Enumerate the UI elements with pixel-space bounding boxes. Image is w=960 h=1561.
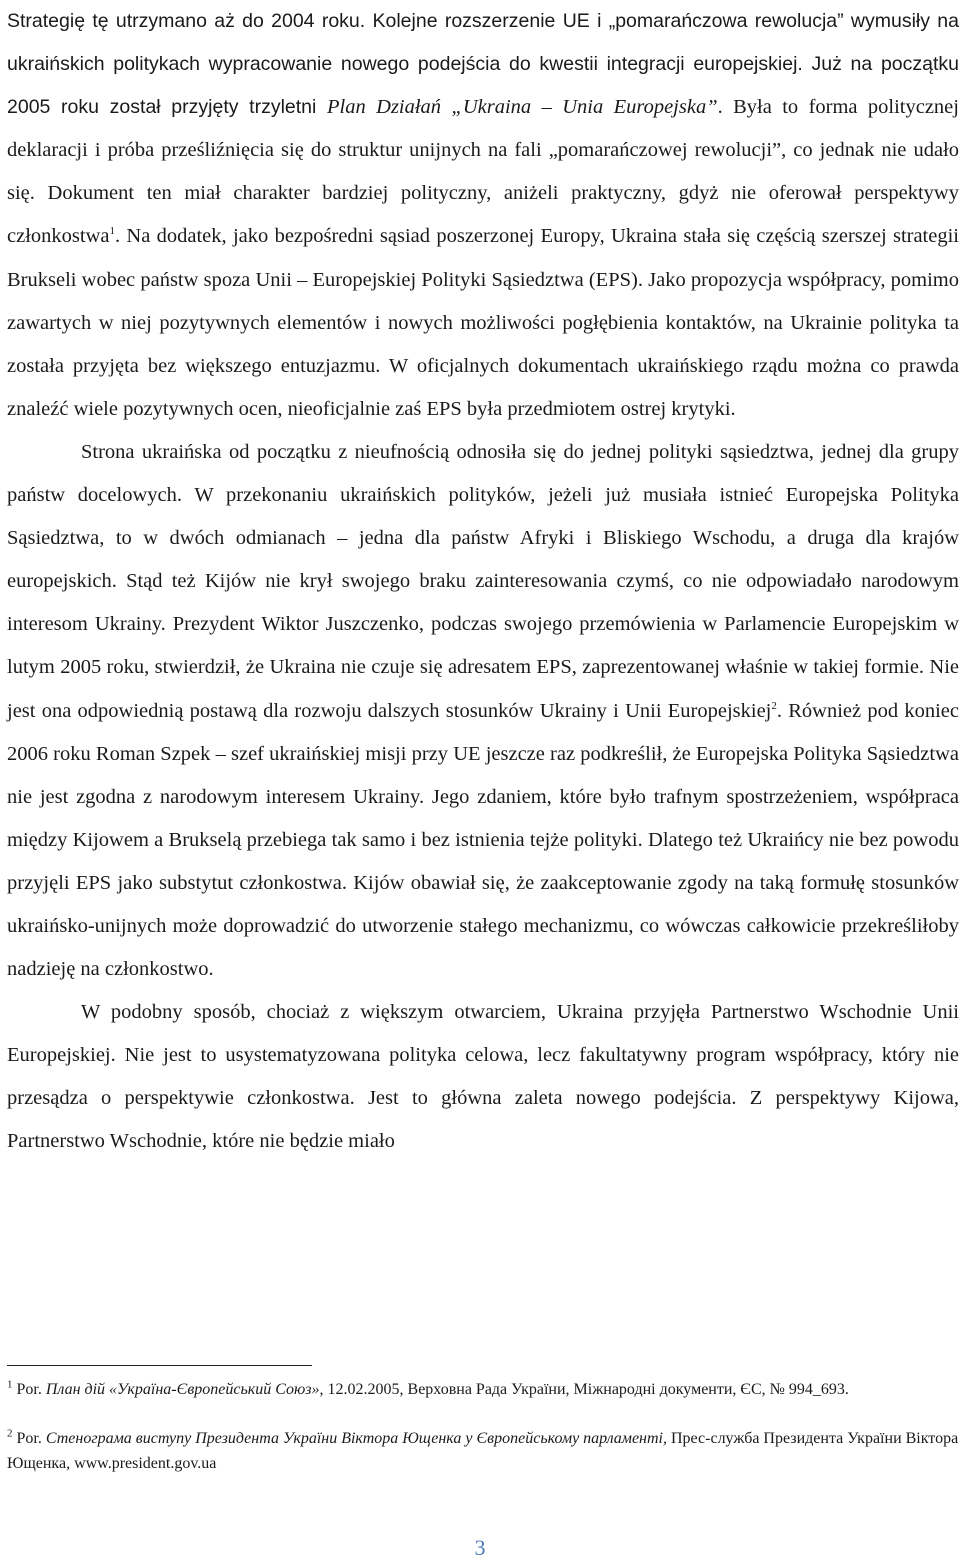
paragraph-1-text-b: . Była to forma politycznej deklaracji i próba prześliźnięcia się do struktur unijnych na fali „pomarańczowej rewolucji”, co jednak nie udało się. Dokument ten miał charakter bardziej polityczny, aniżeli praktyczny, gdyż nie oferował perspektywy członkostwa: [7, 96, 959, 248]
paragraph-1: [7, 0, 959, 431]
paragraph-2-text-b: . Również pod koniec 2006 roku Roman Szpek – szef ukraińskiej misji przy UE jeszcze raz podkreślił, że Europejska Polityka Sąsiedztwa nie jest zgodna z narodowym interesem Ukrainy. Jego zdaniem, które było trafnym spostrzeżeniem, współpraca między Kijowem a Brukselą przebiega tak samo i bez istnienia tejże polityki. Dlatego też Ukraińcy nie bez powodu przyjęli EPS jako substytut członkostwa. Kijów obawiał się, że zaakceptowanie zgody na taką formułę stosunków ukraińsko-unijnych może doprowadzić do utworzenie stałego mechanizmu, co wówczas całkowicie przekreśliłoby nadzieję na członkostwo.: [7, 699, 959, 981]
paragraph-2-text-a: Strona ukraińska od początku z nieufnością odnosiła się do jednej polityki sąsiedztwa, jednej dla grupy państw docelowych. W przekonaniu ukraińskich polityków, jeżeli już musiała istnieć Europejska Polityka Sąsiedztwa, to w dwóch odmianach – jedna dla państw Afryki i Bliskiego Wschodu, a druga dla krajów europejskich. Stąd też Kijów nie krył swojego braku zainteresowania czymś, co nie odpowiadało narodowym interesom Ukrainy. Prezydent Wiktor Juszczenko, podczas swojego przemówienia w Parlamencie Europejskim w lutym 2005 roku, stwierdził, że Ukraina nie czuje się adresatem EPS, zaprezentowanej właśnie w takiej formie. Nie jest ona odpowiednią postawą dla rozwoju dalszych stosunków Ukrainy i Unii Europejskiej: [7, 440, 959, 722]
body-text: [7, 0, 959, 1164]
footnote-ref-2[interactable]: 2: [771, 699, 777, 712]
paragraph-3-text: W podobny sposób, chociaż z większym otwarciem, Ukraina przyjęła Partnerstwo Wschodnie Unii Europejskiej. Nie jest to usystematyzowana polityka celowa, lecz fakultatywny program współpracy, który nie przesądza o perspektywie członkostwa. Jest to główna zaleta nowego podejścia. Z perspektywy Kijowa, Partnerstwo Wschodnie, które nie będzie miało: [7, 1001, 959, 1153]
footnote-1-marker: 1: [7, 1378, 13, 1391]
footnote-2-marker: 2: [7, 1427, 13, 1440]
paragraph-1-text-c: . Na dodatek, jako bezpośredni sąsiad poszerzonej Europy, Ukraina stała się częścią szerszej strategii Brukseli wobec państw spoza Unii – Europejskiej Polityki Sąsiedztwa (EPS). Jako propozycja współpracy, pomimo zawartych w niej pozytywnych elementów i nowych możliwości pogłębienia kontaktów, na Ukrainie polityka ta została przyjęta bez większego entuzjazmu. W oficjalnych dokumentach ukraińskiego rządu można co prawda znaleźć wiele pozytywnych ocen, nieoficjalnie zaś EPS była przedmiotem ostrej krytyki.: [7, 225, 959, 420]
footnote-1: [7, 1378, 959, 1403]
footnote-2-prefix: Por.: [12, 1430, 46, 1447]
footnote-2-title: Стенограма виступу Президента України Віктора Ющенка у Європейському парламенті,: [45, 1430, 667, 1447]
footnote-2: [7, 1427, 959, 1476]
footnote-1-prefix: Por.: [12, 1381, 46, 1398]
paragraph-3: [7, 991, 959, 1163]
page-number: 3: [474, 1535, 486, 1560]
footnote-1-title: План дій «Україна-Європейський Союз»: [45, 1381, 320, 1398]
footnote-ref-1[interactable]: 1: [109, 225, 115, 238]
footnote-1-source: , 12.02.2005, Верховна Рада України, Міжнародні документи, ЄС, № 994_693.: [319, 1381, 849, 1398]
paragraph-1-text-a: Strategię tę utrzymano aż do 2004 roku. Kolejne rozszerzenie UE i „pomarańczowa rewolucja” wymusiły na ukraińskich politykach wypracowanie nowego podejścia do kwestii integracji europejskiej. Już na początku 2005 roku został przyjęty trzyletni: [7, 10, 959, 119]
paragraph-2: [7, 431, 959, 991]
footnote-2-source: Прес-служба Президента України Віктора Ющенка, www.president.gov.ua: [7, 1430, 959, 1472]
plan-title-italic: Plan Działań „Ukraina – Unia Europejska”: [327, 96, 718, 119]
footnote-separator: [7, 1365, 312, 1366]
